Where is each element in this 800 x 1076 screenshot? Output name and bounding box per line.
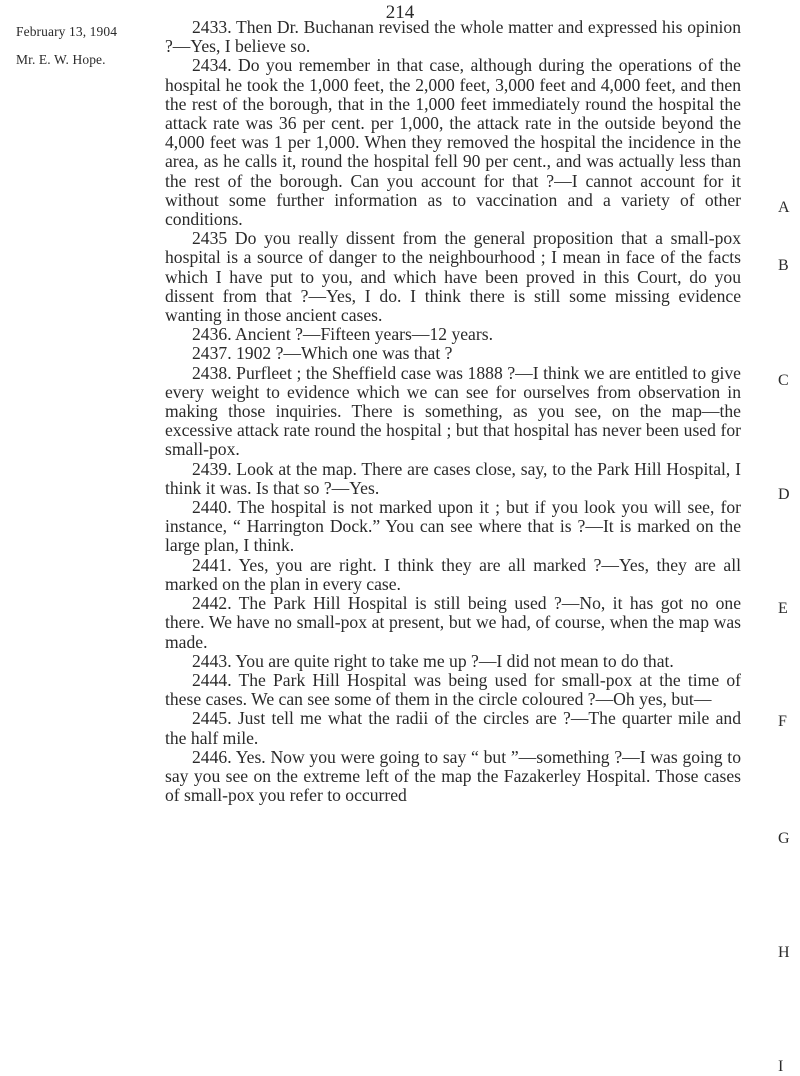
paragraph-2440: 2440. The hospital is not marked upon it ; but if you look you will see, for instance, “ Harrington Dock.” You can see where that is ?—It is marked on the large plan, I think.: [165, 497, 741, 556]
side-note-date: February 13, 1904: [16, 24, 118, 39]
body-text: [165, 18, 741, 805]
paragraph-2444: 2444. The Park Hill Hospital was being used for small-pox at the time of these cases. We can see some of them in the circle coloured ?—Oh yes, but—: [165, 669, 741, 710]
margin-letter-i: I: [778, 1058, 784, 1075]
paragraph-2443: 2443. You are quite right to take me up ?—I did not mean to do that.: [192, 650, 674, 671]
paragraph-2445: 2445. Just tell me what the radii of the circles are ?—The quarter mile and the half mile.: [165, 708, 741, 748]
paragraph-2435: 2435 Do you really dissent from the general proposition that a small-pox hospital is a source of danger to the neighbourhood ; I mean in face of the facts which I have put to you, and which have been proved in this Court, do you dissent from that ?—Yes, I do. I think there is still some missing evidence wanting in those ancient cases.: [165, 228, 741, 326]
margin-letter-h: H: [778, 944, 790, 961]
margin-letter-a: A: [778, 199, 790, 216]
paragraph-2434: 2434. Do you remember in that case, although during the operations of the hospital he took the 1,000 feet, the 2,000 feet, 3,000 feet and 4,000 feet, and then the rest of the borough, that in the 1,000 feet immediately round the hospital the attack rate was 36 per cent. per 1,000, the attack rate in the outside beyond the 4,000 feet was 1 per 1,000. When they removed the hospital the incidence in the area, as he calls it, round the hospital fell 90 per cent., and was actually less than the rest of the borough. Can you account for that ?—I cannot account for it without some further information as to vaccination and a variety of other conditions.: [165, 55, 741, 230]
paragraph-2433: 2433. Then Dr. Buchanan revised the whole matter and expressed his opinion ?—Yes, I believe so.: [165, 17, 741, 57]
paragraph-2441: 2441. Yes, you are right. I think they are all marked ?—Yes, they are all marked on the plan in every case.: [165, 554, 741, 594]
paragraph-2446: 2446. Yes. Now you were going to say “ but ”—something ?—I was going to say you see on the extreme left of the map the Fazakerley Hospital. Those cases of small-pox you refer to occurred: [165, 746, 741, 806]
paragraph-2437: 2437. 1902 ?—Which one was that ?: [192, 343, 453, 364]
margin-letter-g: G: [778, 830, 790, 847]
margin-letter-d: D: [778, 486, 790, 503]
paragraph-2436: 2436. Ancient ?—Fifteen years—12 years.: [192, 324, 493, 345]
paragraph-2439: 2439. Look at the map. There are cases close, say, to the Park Hill Hospital, I think it was. Is that so ?—Yes.: [165, 458, 741, 498]
page-number: 214: [385, 2, 415, 23]
margin-letter-c: C: [778, 372, 789, 389]
margin-letter-e: E: [778, 600, 788, 617]
paragraph-2442: 2442. The Park Hill Hospital is still being used ?—No, it has got no one there. We have no small-pox at present, but we had, of course, when the map was made.: [165, 593, 741, 652]
margin-letter-b: B: [778, 257, 789, 274]
paragraph-2438: 2438. Purfleet ; the Sheffield case was 1888 ?—I think we are entitled to give every weight to evidence which we can see for ourselves from observation in making those inquiries. There is something, as you see, on the map—the excessive attack rate round the hospital ; but that hospital has never been used for small-pox.: [165, 362, 741, 460]
side-note-witness: Mr. E. W. Hope.: [16, 52, 106, 67]
margin-letter-f: F: [778, 713, 787, 730]
margin-letters: [778, 0, 798, 1074]
